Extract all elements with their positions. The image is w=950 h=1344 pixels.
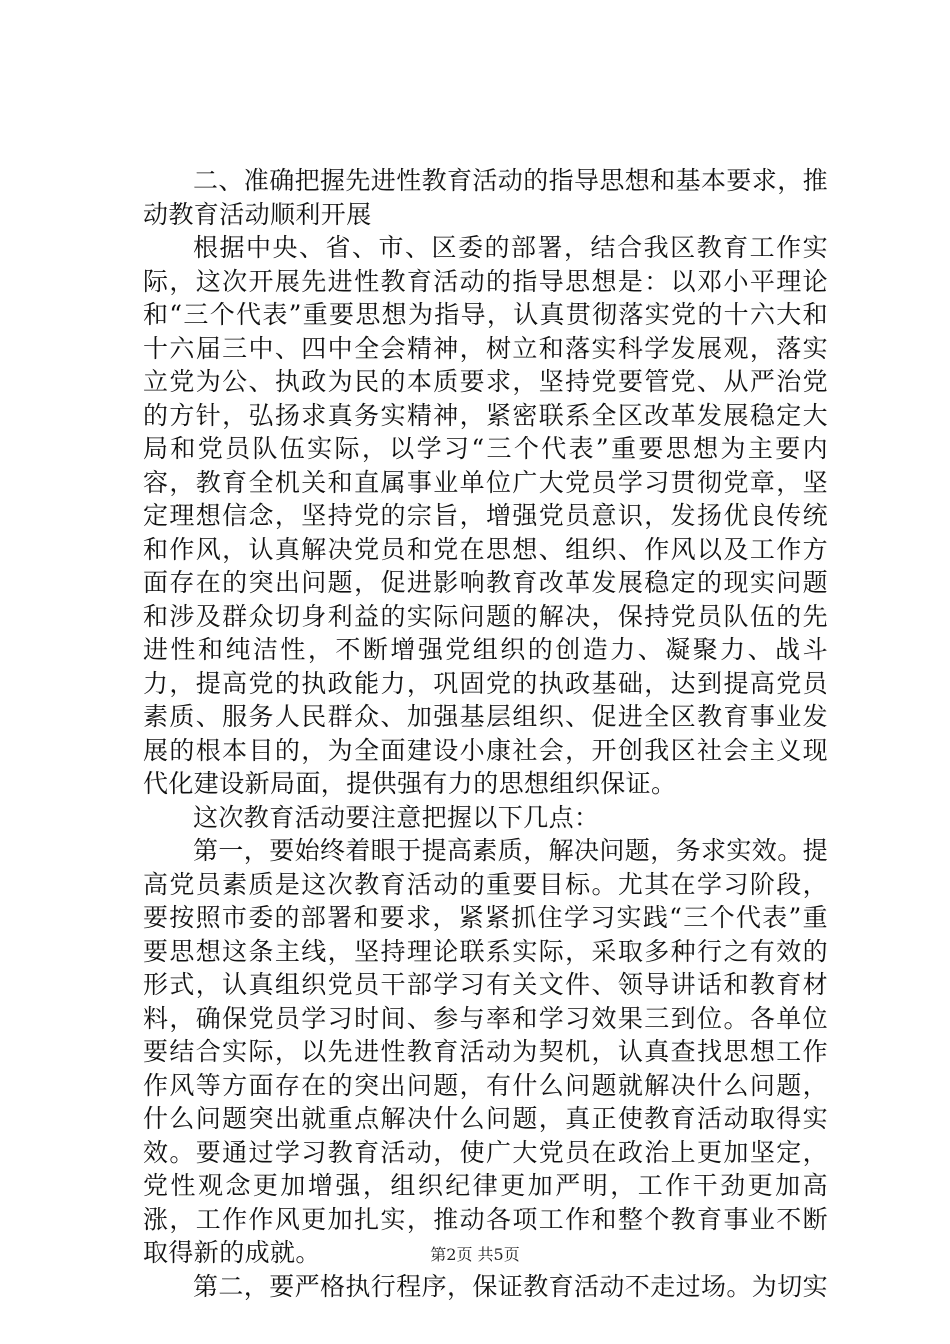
paragraph-point-two: 第二，要严格执行程序，保证教育活动不走过场。为切实 [193, 1271, 829, 1301]
document-body [143, 164, 828, 1303]
paragraph-key-points-intro: 这次教育活动要注意把握以下几点： [193, 802, 600, 832]
page-number-footer: 第2页 共5页 [430, 1245, 520, 1264]
paragraph-point-one: 第一，要始终着眼于提高素质，解决问题，务求实效。提高党员素质是这次教育活动的重要目标。尤其在学习阶段，要按照市委的部署和要求，紧紧抓住学习实践“三个代表”重要思想这条主线，坚持理论联系实际，采取多种行之有效的形式，认真组织党员干部学习有关文件、领导讲话和教育材料，确保党员学习时间、参与率和学习效果三到位。各单位要结合实际，以先进性教育活动为契机，认真查找思想工作作风等方面存在的突出问题，有什么问题就解决什么问题，什么问题突出就重点解决什么问题，真正使教育活动取得实效。要通过学习教育活动，使广大党员在政治上更加坚定，党性观念更加增强，组织纪律更加严明，工作干劲更加高涨，工作作风更加扎实，推动各项工作和整个教育事业不断取得新的成就。 [143, 836, 829, 1267]
section-heading: 二、准确把握先进性教育活动的指导思想和基本要求，推动教育活动顺利开展 [143, 166, 829, 229]
paragraph-guiding-thought: 根据中央、省、市、区委的部署，结合我区教育工作实际，这次开展先进性教育活动的指导思想是：以邓小平理论和“三个代表”重要思想为指导，认真贯彻落实党的十六大和十六届三中、四中全会精神，树立和落实科学发展观，落实立党为公、执政为民的本质要求，坚持党要管党、从严治党的方针，弘扬求真务实精神，紧密联系全区改革发展稳定大局和党员队伍实际，以学习“三个代表”重要思想为主要内容，教育全机关和直属事业单位广大党员学习贯彻党章，坚定理想信念，坚持党的宗旨，增强党员意识，发扬优良传统和作风，认真解决党员和党在思想、组织、作风以及工作方面存在的突出问题，促进影响教育改革发展稳定的现实问题和涉及群众切身利益的实际问题的解决，保持党员队伍的先进性和纯洁性，不断增强党组织的创造力、凝聚力、战斗力，提高党的执政能力，巩固党的执政基础，达到提高党员素质、服务人民群众、加强基层组织、促进全区教育事业发展的根本目的，为全面建设小康社会，开创我区社会主义现代化建设新局面，提供强有力的思想组织保证。 [143, 233, 828, 798]
